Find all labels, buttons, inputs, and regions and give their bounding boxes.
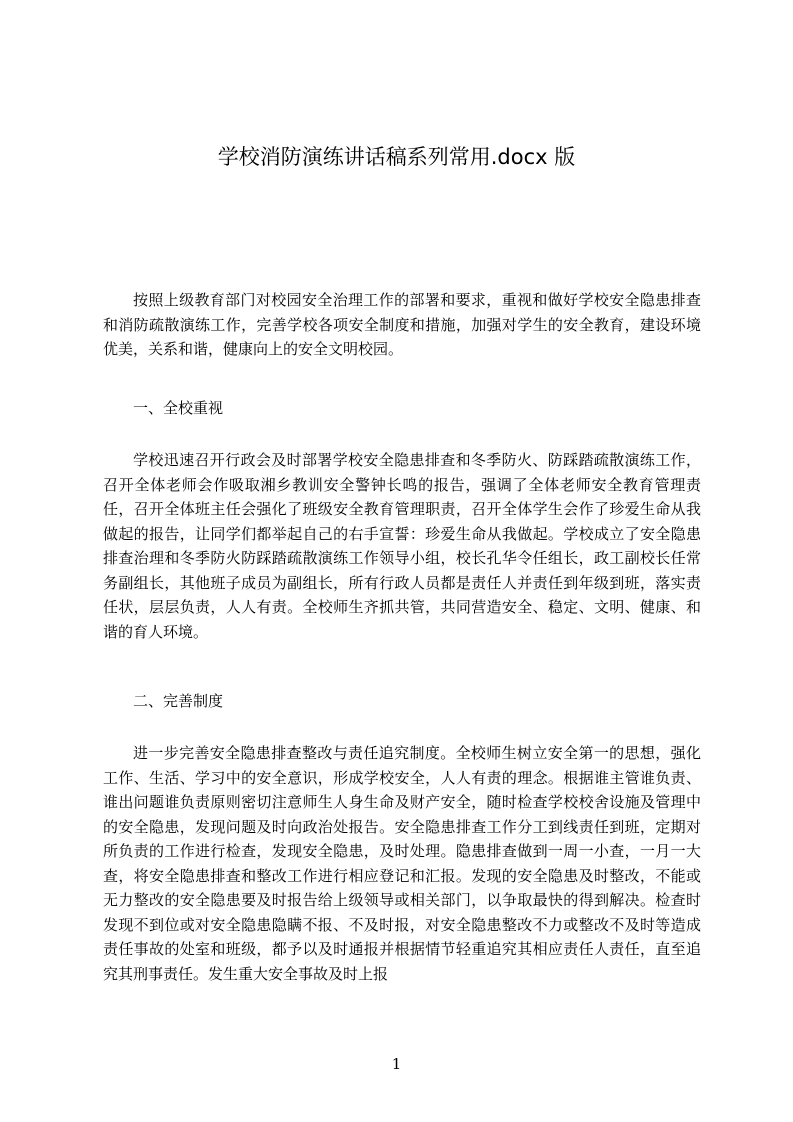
section-body-1: 学校迅速召开行政会及时部署学校安全隐患排查和冬季防火、防踩踏疏散演练工作，召开全体老师会作吸取湘乡教训安全警钟长鸣的报告，强调了全体老师安全教育管理责任，召开全体班主任会强化了班级安全教育管理职责，召开全体学生会作了珍爱生命从我做起的报告，让同学们都举起自己的右手宣誓：珍爱生命从我做起。学校成立了安全隐患排查治理和冬季防火防踩踏疏散演练工作领导小组，校长孔华令任组长，政工副校长任常务副组长，其他班子成员为副组长，所有行政人员都是责任人并责任到年级到班，落实责任状，层层负责，人人有责。全校师生齐抓共管，共同营造安全、稳定、文明、健康、和谐的育人环境。 (103, 451, 701, 641)
page-title: 学校消防演练讲话稿系列常用.docx 版 (217, 145, 576, 169)
section-heading-1: 一、全校重视 (133, 399, 224, 417)
section-body-2: 进一步完善安全隐患排查整改与责任追究制度。全校师生树立安全第一的思想，强化工作、生活、学习中的安全意识，形成学校安全，人人有责的理念。根据谁主管谁负责、谁出问题谁负责原则密切注意师生人身生命及财产安全，随时检查学校校舍设施及管理中的安全隐患，发现问题及时向政治处报告。安全隐患排查工作分工到线责任到班，定期对所负责的工作进行检查，发现安全隐患，及时处理。隐患排查做到一周一小查，一月一大查，将安全隐患排查和整改工作进行相应登记和汇报。发现的安全隐患及时整改，不能或无力整改的安全隐患要及时报告给上级领导或相关部门，以争取最快的得到解决。检查时发现不到位或对安全隐患隐瞒不报、不及时报，对安全隐患整改不力或整改不及时等造成责任事故的处室和班级，都予以及时通报并根据情节轻重追究其相应责任人责任，直至追究其刑事责任。发生重大安全事故及时上报 (103, 744, 701, 983)
page-number: 1 (391, 1055, 402, 1073)
intro-paragraph: 按照上级教育部门对校园安全治理工作的部署和要求，重视和做好学校安全隐患排查和消防疏散演练工作，完善学校各项安全制度和措施，加强对学生的安全教育，建设环境优美，关系和谐，健康向上的安全文明校园。 (103, 291, 701, 358)
section-heading-2: 二、完善制度 (133, 692, 224, 710)
